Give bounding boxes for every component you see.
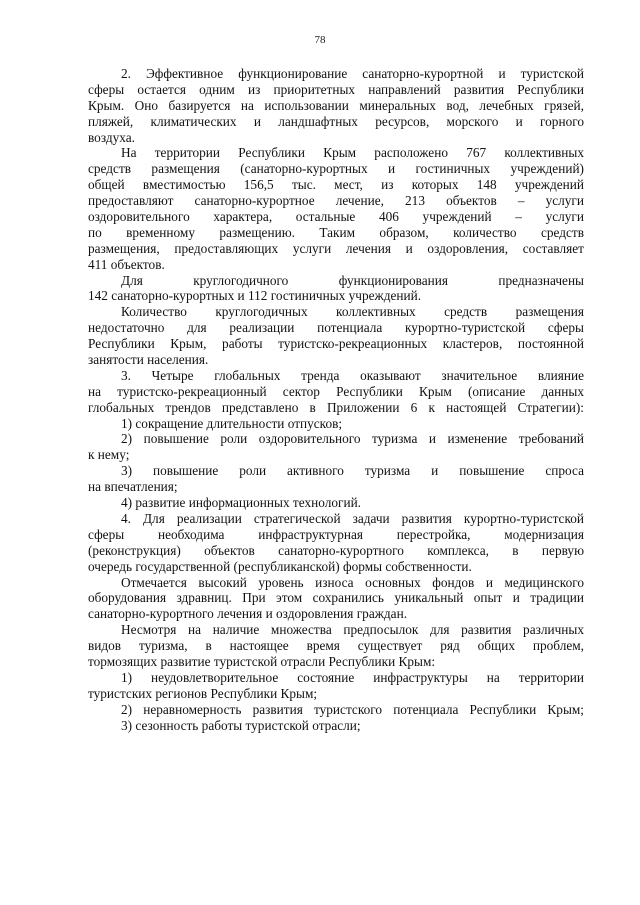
text-line: по временному размещению. Таким образом, количество средств [88, 224, 584, 240]
text-line: 1) неудовлетворительное состояние инфраструктуры на территории [121, 669, 584, 685]
text-line: 3. Четыре глобальных тренда оказывают значительное влияние [121, 367, 584, 383]
text-line: на туристско-рекреационный сектор Республики Крым (описание данных [88, 383, 584, 399]
text-line: 2) повышение роли оздоровительного туризма и изменение требований [121, 431, 584, 447]
text-line: на впечатления; [88, 479, 178, 495]
document-body [88, 66, 584, 733]
text-line: 142 санаторно-курортных и 112 гостиничных учреждений. [88, 288, 422, 304]
text-line: 3) сезонность работы туристской отрасли; [121, 717, 361, 733]
text-line: сферы остается одним из приоритетных направлений развития Республики [88, 81, 584, 97]
text-line: сферы необходима инфраструктурная перестройка, модернизация [88, 526, 584, 542]
text-line: общей вместимостью 156,5 тыс. мест, из которых 148 учреждений [88, 177, 584, 193]
text-line: 2) неравномерность развития туристского потенциала Республики Крым; [121, 701, 584, 717]
text-line: тормозящих развитие туристской отрасли Республики Крым: [88, 653, 436, 669]
text-line: 3) повышение роли активного туризма и повышение спроса [121, 463, 584, 479]
text-line: Несмотря на наличие множества предпосылок для развития различных [121, 622, 584, 638]
text-line: предоставляют санаторно-курортное лечение, 213 объектов – услуги [88, 193, 584, 209]
text-line: средств размещения (санаторно-курортных и гостиничных учреждений) [88, 161, 584, 177]
text-line: занятости населения. [88, 352, 209, 368]
text-line: Количество круглогодичных коллективных средств размещения [121, 304, 584, 320]
text-line: (реконструкция) объектов санаторно-курортного комплекса, в первую [88, 542, 584, 558]
text-line: видов туризма, в настоящее время существует ряд общих проблем, [88, 638, 584, 654]
text-line: воздуха. [88, 129, 135, 145]
text-line: На территории Республики Крым расположено 767 коллективных [121, 145, 584, 161]
text-line: глобальных трендов представлено в Приложении 6 к настоящей Стратегии): [88, 399, 584, 415]
page-number: 78 [314, 34, 326, 46]
text-line: оздоровительного характера, остальные 406 учреждений – услуги [88, 209, 584, 225]
text-line: Для круглогодичного функционирования предназначены [121, 272, 584, 288]
text-line: Крым. Оно базируется на использовании минеральных вод, лечебных грязей, [88, 97, 584, 113]
text-line: 4) развитие информационных технологий. [121, 495, 362, 511]
text-line: недостаточно для реализации потенциала курортно-туристской сферы [88, 320, 584, 336]
text-line: пляжей, климатических и ландшафтных ресурсов, морского и горного [88, 113, 584, 129]
text-line: санаторно-курортного лечения и оздоровления граждан. [88, 606, 408, 622]
text-line: размещения, предоставляющих услуги лечения и оздоровления, составляет [88, 240, 584, 256]
text-line: Отмечается высокий уровень износа основных фондов и медицинского [121, 574, 584, 590]
text-line: Республики Крым, работы туристско-рекреационных кластеров, постоянной [88, 336, 584, 352]
text-line: оборудования здравниц. При этом сохранились уникальный опыт и традиции [88, 590, 584, 606]
text-line: к нему; [88, 447, 130, 463]
text-line: 2. Эффективное функционирование санаторно-курортной и туристской [121, 66, 584, 81]
text-line: очередь государственной (республиканской) формы собственности. [88, 558, 472, 574]
text-line: 1) сокращение длительности отпусков; [121, 415, 343, 431]
text-line: 411 объектов. [88, 256, 165, 272]
text-line: 4. Для реализации стратегической задачи развития курортно-туристской [121, 510, 584, 526]
text-line: туристских регионов Республики Крым; [88, 685, 318, 701]
